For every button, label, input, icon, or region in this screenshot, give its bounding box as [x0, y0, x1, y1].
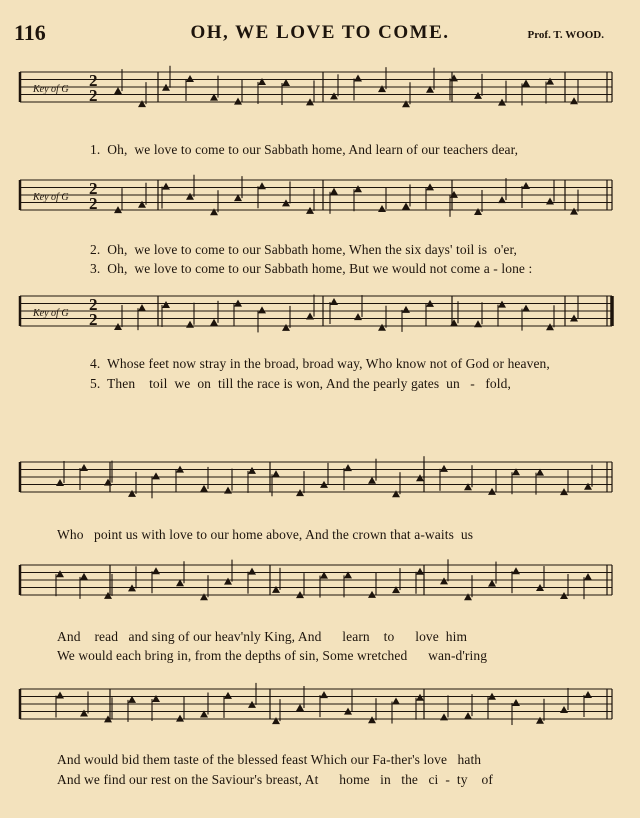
note — [464, 465, 472, 490]
time-signature-bottom: 2 — [89, 86, 98, 105]
lyric-line-6: Who point us with love to our home above, And the crown that a-waits us — [57, 527, 474, 542]
note — [306, 295, 314, 320]
note — [162, 301, 170, 327]
note — [570, 79, 578, 104]
lyric-line-5: 5. Then toil we on till the race is won, And the pearly gates un - fold, — [90, 376, 511, 391]
composer-credit: Prof. T. WOOD. — [527, 29, 604, 41]
note — [248, 467, 256, 493]
key-label: Key of G — [33, 84, 69, 95]
time-signature-top: 2 — [89, 71, 98, 90]
note — [546, 78, 554, 104]
lyric-line-4: 4. Whose feet now stray in the broad, broad way, Who know not of God or heaven, — [90, 356, 550, 371]
note — [440, 559, 448, 584]
note — [296, 573, 304, 598]
note — [128, 696, 136, 722]
note — [426, 68, 434, 93]
note — [560, 688, 568, 713]
note — [344, 571, 352, 597]
note — [546, 305, 554, 330]
lyric-line-7: And read and sing of our heav'nly King, And learn to love him — [57, 629, 468, 644]
page-number: 116 — [14, 20, 46, 45]
lyric-line-2: 2. Oh, we love to come to our Sabbath home, When the six days' toil is o'er, — [90, 242, 518, 257]
note — [354, 295, 362, 320]
staff-system-3 — [20, 295, 612, 333]
time-signature-bottom: 2 — [89, 194, 98, 213]
note — [488, 470, 496, 495]
lyric-line-1: 1. Oh, we love to come to our Sabbath home, And learn of our teachers dear, — [90, 142, 519, 157]
note — [570, 296, 578, 321]
note — [234, 80, 242, 105]
note — [258, 78, 266, 104]
staff-system-1 — [20, 66, 612, 107]
note — [392, 698, 400, 724]
staff-system-4 — [20, 456, 612, 498]
note — [512, 699, 520, 725]
note — [464, 694, 472, 719]
note — [474, 74, 482, 99]
hymn-title: OH, WE LOVE TO COME. — [190, 22, 450, 43]
note — [402, 184, 410, 209]
note — [114, 188, 122, 213]
note — [152, 695, 160, 721]
note — [224, 692, 232, 718]
staff-system-6 — [20, 683, 612, 725]
staff-system-2 — [20, 175, 612, 217]
note — [440, 465, 448, 491]
lyric-line-10: And we find our rest on the Saviour's breast, At home in the ci - ty of — [57, 772, 493, 787]
note — [176, 697, 184, 722]
lyric-line-3: 3. Oh, we love to come to our Sabbath home, But we would not come a - lone : — [90, 261, 533, 276]
note — [354, 75, 362, 101]
note — [474, 302, 482, 327]
note — [378, 187, 386, 212]
note — [416, 568, 424, 594]
note — [392, 568, 400, 593]
note — [512, 468, 520, 494]
note — [368, 573, 376, 598]
note — [56, 692, 64, 718]
key-label: Key of G — [33, 308, 69, 319]
time-signature-bottom: 2 — [89, 310, 98, 329]
lyric-line-9: And would bid them taste of the blessed feast Which our Fa-ther's love hath — [57, 752, 482, 767]
note — [56, 570, 64, 596]
lyric-line-8: We would each bring in, from the depths of sin, Some wretched wan-d'ring — [57, 648, 488, 663]
note — [296, 686, 304, 711]
note — [186, 75, 194, 101]
note — [56, 461, 64, 486]
note — [162, 183, 170, 209]
note — [522, 305, 530, 331]
time-signature-top: 2 — [89, 179, 98, 198]
note — [344, 690, 352, 715]
note — [114, 69, 122, 94]
note — [498, 301, 506, 327]
key-label: Key of G — [33, 192, 69, 203]
note — [546, 180, 554, 205]
note — [536, 469, 544, 495]
note — [152, 472, 160, 498]
note — [186, 303, 194, 328]
note — [258, 306, 266, 332]
note — [416, 694, 424, 720]
note — [248, 568, 256, 594]
note — [200, 467, 208, 492]
note — [104, 461, 112, 486]
time-signature-top: 2 — [89, 295, 98, 314]
staff-system-5 — [20, 559, 612, 600]
note — [450, 301, 458, 326]
note — [440, 695, 448, 720]
note — [210, 301, 218, 326]
note — [560, 470, 568, 495]
note — [354, 185, 362, 211]
note — [320, 572, 328, 598]
note — [224, 469, 232, 494]
note — [498, 178, 506, 203]
note — [282, 79, 290, 105]
